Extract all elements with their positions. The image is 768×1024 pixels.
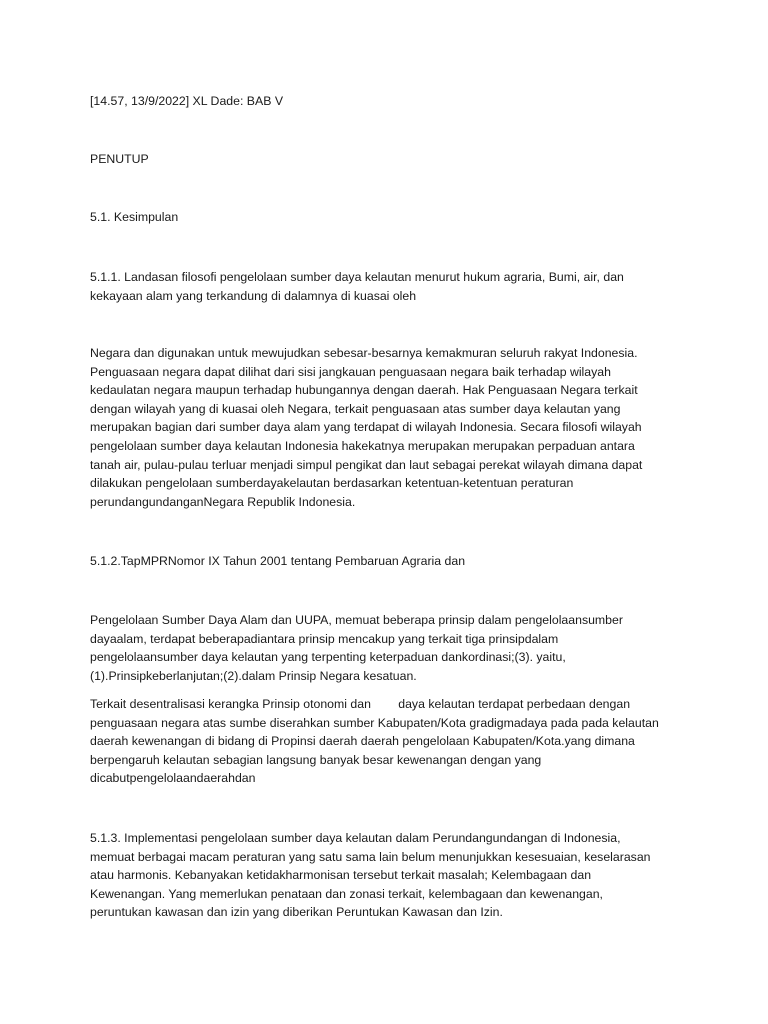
text-line: pengelolaan sumber daya kelautan Indonesia hakekatnya merupakan merupakan perpaduan antara — [90, 438, 635, 453]
paragraph-desentralisasi — [90, 695, 680, 788]
chapter-title: PENUTUP — [90, 152, 149, 166]
text-line: tanah air, pulau-pulau terluar menjadi simpul pengikat dan laut sebagai perekat wilayah dimana dapat — [90, 457, 643, 472]
paragraph-5-1-2: 5.1.2.TapMPRNomor IX Tahun 2001 tentang Pembaruan Agraria dan — [90, 554, 466, 568]
text-line: Penguasaan negara dapat dilihat dari sisi jangkauan penguasaan negara baik terhadap wilayah — [90, 364, 611, 379]
text-line: kedaulatan negara maupun terhadap hubungannya dengan daerah. Hak Penguasaan Negara terkait — [90, 383, 638, 398]
text-line: kekayaan alam yang terkandung di dalamnya di kuasai oleh — [90, 288, 417, 303]
text-line: memuat berbagai macam peraturan yang satu sama lain belum menunjukkan kesesuaian, keselarasan — [90, 849, 651, 864]
paragraph-5-1-1 — [90, 268, 680, 305]
text-line: atau harmonis. Kebanyakan ketidakharmonisan tersebut terkait masalah; Kelembagaan dan — [90, 868, 592, 883]
text-line: berpengaruh kelautan sebagian langsung banyak besar kewenangan dengan yang — [90, 752, 542, 767]
paragraph-5-1-3 — [90, 829, 680, 922]
text-line: peruntukan kawasan dan izin yang diberikan Peruntukan Kawasan dan Izin. — [90, 905, 503, 920]
text-line: (1).Prinsipkeberlanjutan;(2).dalam Prinsip Negara kesatuan. — [90, 668, 417, 683]
text-line: daerah kewenangan di bidang di Propinsi daerah daerah pengelolaan Kabupaten/Kota.yang dimana — [90, 734, 635, 749]
text-line: 5.1.1. Landasan filosofi pengelolaan sumber daya kelautan menurut hukum agraria, Bumi, air, dan — [90, 270, 624, 284]
text-line: 5.1.3. Implementasi pengelolaan sumber daya kelautan dalam Perundangundangan di Indonesia, — [90, 831, 621, 845]
paragraph-pengelolaan — [90, 611, 680, 685]
text-line: Terkait desentralisasi kerangka Prinsip otonomi dan daya kelautan terdapat perbedaan dengan — [90, 697, 631, 711]
text-line: merupakan bagian dari sumber daya alam yang terdapat di wilayah Indonesia. Secara filosofi wilayah — [90, 420, 642, 435]
text-line: dicabutpengelolaandaerahdan — [90, 771, 256, 786]
text-line: pengelolaansumber daya kelautan yang terpenting keterpaduan dankordinasi;(3). yaitu, — [90, 650, 566, 665]
section-title: 5.1. Kesimpulan — [90, 210, 179, 224]
text-line: dengan wilayah yang di kuasai oleh Negara, terkait penguasaan atas sumber daya kelautan yang — [90, 401, 621, 416]
paragraph-negara — [90, 344, 680, 511]
text-line: penguasaan negara atas sumbe diserahkan sumber Kabupaten/Kota gradigmadaya pada pada kelautan — [90, 715, 659, 730]
text-line: dilakukan pengelolaan sumberdayakelautan berdasarkan ketentuan-ketentuan peraturan — [90, 476, 574, 491]
text-line: Kewenangan. Yang memerlukan penataan dan zonasi terkait, kelembagaan dan kewenangan, — [90, 886, 603, 901]
text-line: Pengelolaan Sumber Daya Alam dan UUPA, memuat beberapa prinsip dalam pengelolaansumber — [90, 613, 623, 627]
header-line: [14.57, 13/9/2022] XL Dade: BAB V — [90, 94, 284, 108]
text-line: perundangundanganNegara Republik Indonesia. — [90, 494, 356, 509]
text-line: dayaalam, terdapat beberapadiantara prinsip mencakup yang terkait tiga prinsipdalam — [90, 631, 559, 646]
text-line: Negara dan digunakan untuk mewujudkan sebesar-besarnya kemakmuran seluruh rakyat Indonesia. — [90, 346, 638, 360]
